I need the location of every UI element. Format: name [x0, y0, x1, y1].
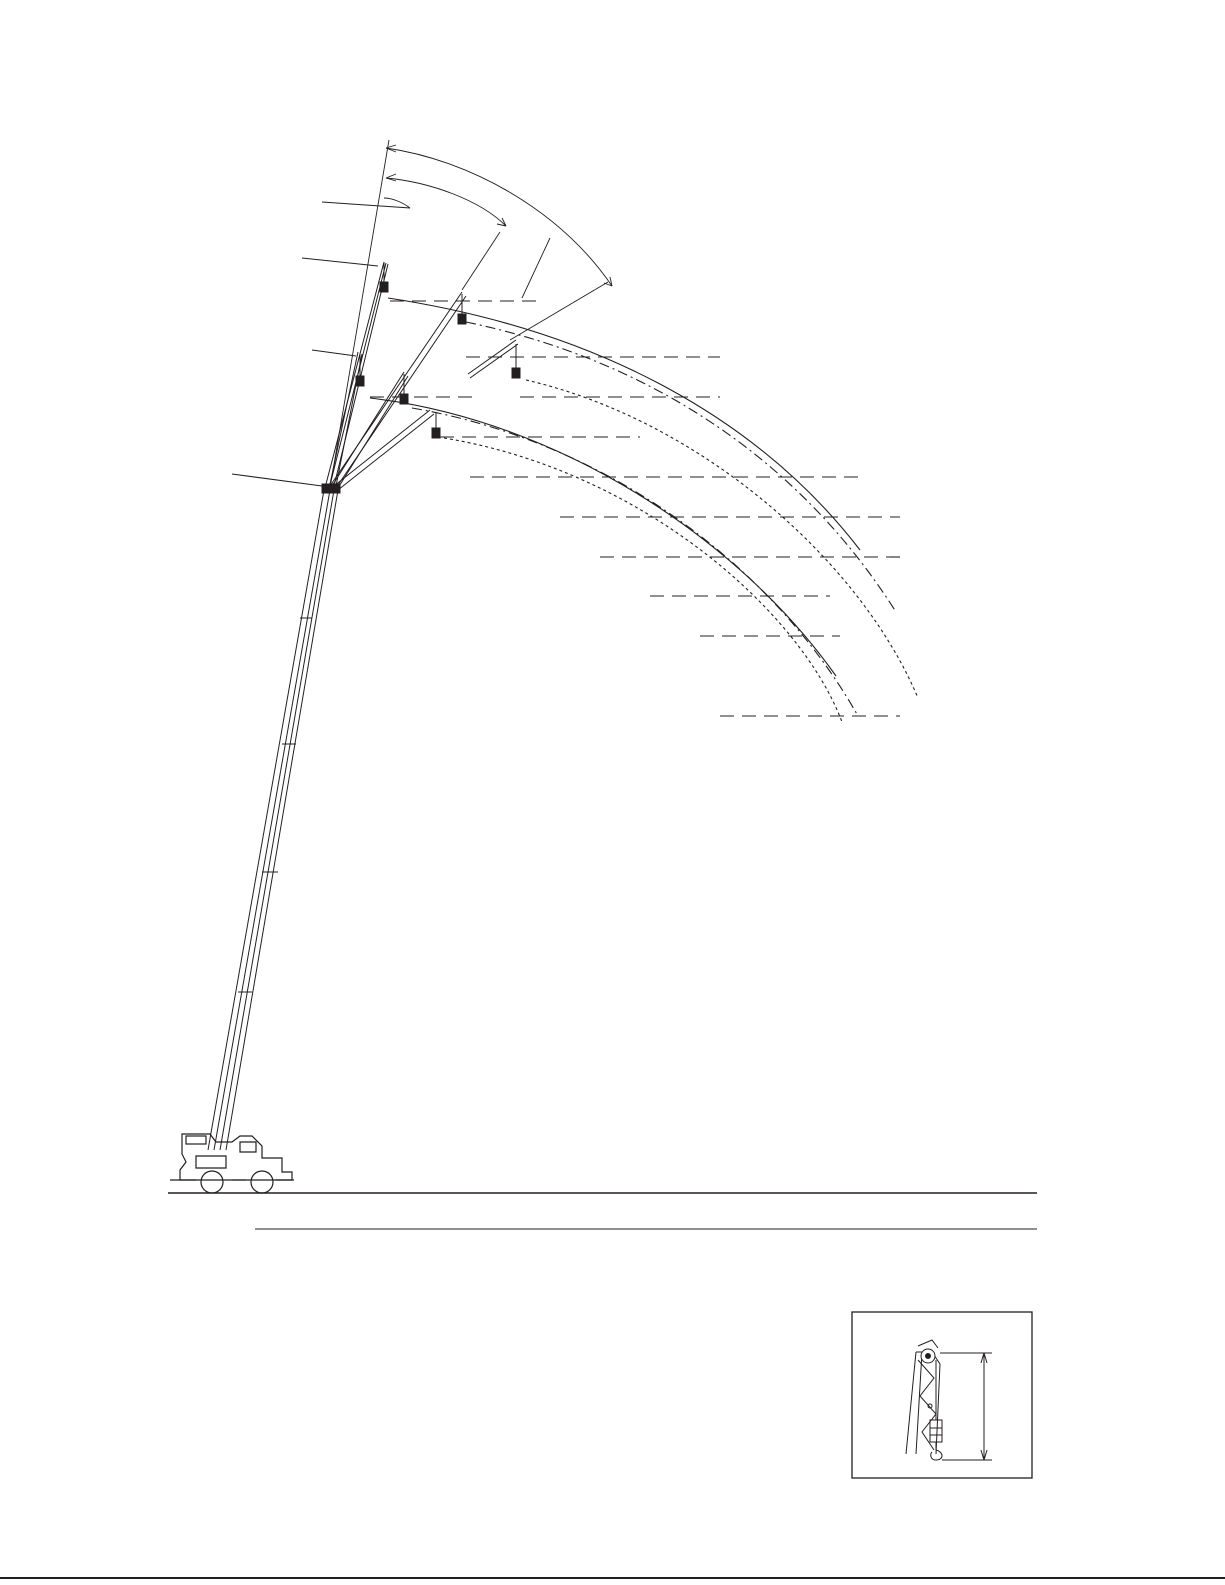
height-reference-dashes	[370, 301, 900, 716]
offset-arc-outer	[386, 148, 612, 286]
inset-frame	[852, 1312, 1032, 1478]
long-jib-offset-30	[468, 340, 520, 378]
hook-path-long-jib-15	[466, 322, 896, 612]
inset-dimension	[940, 1353, 992, 1460]
long-jib-offset-0	[326, 262, 388, 486]
main-boom	[208, 484, 340, 1150]
hook-block-icon	[852, 1312, 1032, 1478]
hook-path-long-jib-0	[388, 298, 860, 550]
crane-carrier-icon	[170, 1134, 294, 1193]
leader-lines	[232, 202, 410, 486]
hook-path-short-jib-30	[444, 438, 842, 722]
boom-jib-icon	[208, 202, 520, 1150]
inset-jib	[906, 1340, 940, 1454]
offset-arc-middle	[386, 178, 506, 226]
label-gaps	[503, 318, 916, 1170]
hook-path-short-jib-0	[370, 398, 836, 676]
hook-path-curves	[370, 298, 918, 722]
hook-path-short-jib-15	[412, 408, 858, 716]
hook-path-long-jib-30	[526, 380, 918, 698]
